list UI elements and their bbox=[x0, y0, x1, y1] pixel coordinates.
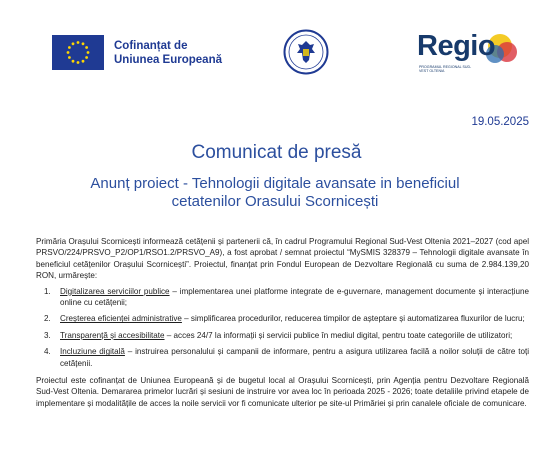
eu-stars-icon bbox=[52, 35, 104, 70]
list-item-heading: Digitalizarea serviciilor publice bbox=[60, 286, 170, 296]
page-subtitle: Anunț proiect - Tehnologii digitale avansate in beneficiul cetatenilor Orasului Scornicești bbox=[90, 175, 460, 210]
intro-paragraph: Primăria Orașului Scornicești informează cetățenii și partenerii că, în cadrul Programului Regional Sud-Vest Oltenia 2021–2027 (cod apel PRSVO/224/PRSVO_P2/OP1/RSO1.2/PRSVO_A9), a fost aprobat / semnat proiectul “MySMIS 328379 – Tehnologii digitale avansate în beneficiul cetățenilor Orașului Scornicești”. Proiectul, finanțat prin Fondul European de Dezvoltare Regională cu suma de 2.984.139,20 RON, urmărește: bbox=[36, 237, 529, 281]
objectives-list bbox=[36, 286, 529, 369]
list-item-heading: Creșterea eficienței administrative bbox=[60, 314, 182, 324]
list-item-text: – simplificarea procedurilor, reducerea timpilor de așteptare și automatizarea fluxurilor de lucru; bbox=[181, 314, 525, 324]
eu-flag-icon bbox=[52, 35, 104, 70]
regio-logo bbox=[417, 30, 522, 80]
list-item-text: – instruirea personalului și campanii de informare, pentru a asigura utilizarea facilă a noilor soluții de către toți cetățenii. bbox=[60, 347, 529, 368]
eu-text-line2: Uniunea Europeană bbox=[114, 53, 222, 66]
list-item: 3. Transparență și accesibilitate – acces 24/7 la informații și servicii publice în mediul digital, pentru toate categoriile de utilizatori; bbox=[44, 330, 513, 340]
list-item: 1. Digitalizarea serviciilor publice – implementarea unei platforme integrate de e-guvernare, management documente și interacțiune online cu cetățenii; bbox=[44, 286, 529, 308]
list-item-heading: Transparență și accesibilitate bbox=[60, 330, 165, 340]
eu-text-line1: Cofinanțat de bbox=[114, 39, 188, 52]
eu-cofinancing-logo bbox=[52, 35, 222, 70]
list-item: 4. Incluziune digitală – instruirea personalului și campanii de informare, pentru a asigura utilizarea facilă a noilor soluții de către toți cetățenii. bbox=[44, 347, 529, 368]
romanian-government-seal-icon bbox=[283, 29, 329, 75]
list-item: 2. Creșterea eficienței administrative – simplificarea procedurilor, reducerea timpilor de așteptare și automatizarea fluxurilor de lucru; bbox=[44, 314, 525, 324]
regio-wordmark: Regio bbox=[417, 30, 496, 62]
page-title: Comunicat de presă bbox=[191, 142, 362, 163]
document-body bbox=[36, 236, 529, 413]
regio-subtitle: PROGRAMUL REGIONAL SUD-VEST OLTENIA bbox=[419, 65, 472, 74]
eu-logo-text bbox=[114, 39, 222, 67]
list-item-text: – acces 24/7 la informații și servicii publice în mediul digital, pentru toate categoriile de utilizatori; bbox=[164, 330, 513, 340]
list-item-heading: Incluziune digitală bbox=[60, 347, 125, 357]
document-date: 19.05.2025 bbox=[471, 116, 529, 128]
list-item-text: – implementarea unei platforme integrate de e-guvernare, management documente și interacțiune online cu cetățenii; bbox=[60, 286, 529, 308]
closing-paragraph: Proiectul este cofinanțat de Uniunea Europeană și de bugetul local al Orașului Scornicești, prin Agenția pentru Dezvoltare Regională Sud-Vest Oltenia. Demararea primelor lucrări și sesiuni de instruire vor avea loc în perioada 2025 - 2026; toate detaliile privind etapele de implementare și modalitățile de acces la noile servicii vor fi comunicate ulterior pe site-ul Primăriei și prin canalele oficiale de comunicare. bbox=[36, 376, 529, 408]
